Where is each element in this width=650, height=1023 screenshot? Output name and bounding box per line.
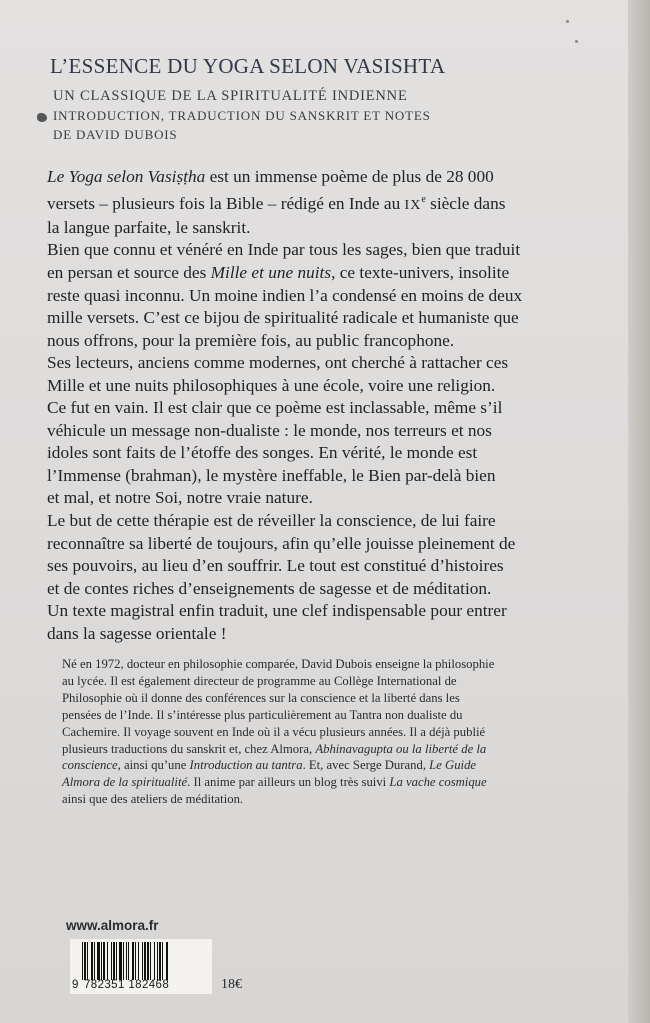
book-title: L’ESSENCE DU YOGA SELON VASISHTA xyxy=(50,54,446,78)
book-subtitle-line-3: DE DAVID DUBOIS xyxy=(53,127,178,142)
blurb-line: Un texte magistral enfin traduit, une clef indispensable pour entrer xyxy=(47,601,507,621)
blurb-line: et mal, et notre Soi, notre vraie nature. xyxy=(47,488,313,508)
blurb-text xyxy=(47,166,607,645)
bio-line: conscience, ainsi qu’une Introduction au tantra. Et, avec Serge Durand, Le Guide xyxy=(62,758,477,773)
speck xyxy=(575,40,578,43)
blurb-line: Ce fut en vain. Il est clair que ce poème est inclassable, même s’il xyxy=(47,398,503,418)
blurb-line: Le Yoga selon Vasiṣṭha est un immense poème de plus de 28 000 xyxy=(47,167,494,186)
bio-line: au lycée. Il est également directeur de programme au Collège International de xyxy=(62,673,457,688)
blurb-line: et de contes riches d’enseignements de sagesse et de méditation. xyxy=(47,578,492,598)
barcode-bars xyxy=(82,942,204,980)
blurb-line: dans la sagesse orientale ! xyxy=(47,623,227,643)
bio-line: ainsi que des ateliers de méditation. xyxy=(62,792,244,807)
bio-line: Cachemire. Il voyage souvent en Inde où il a vécu plusieurs années. Il a déjà publié xyxy=(62,724,486,739)
blurb-line: la langue parfaite, le sanskrit. xyxy=(47,217,251,237)
blurb-line: idoles sont faits de l’étoffe des songes. En vérité, le monde est xyxy=(47,443,478,463)
blurb-line: reconnaître sa liberté de toujours, afin qu’elle jouisse pleinement de xyxy=(47,533,516,553)
blurb-line: en persan et source des Mille et une nuits, ce texte-univers, insolite xyxy=(47,262,510,282)
blurb-line: Bien que connu et vénéré en Inde par tous les sages, bien que traduit xyxy=(47,240,521,260)
book-subtitle-line-2: INTRODUCTION, TRADUCTION DU SANSKRIT ET NOTES xyxy=(53,108,431,123)
book-subtitle-line-1: UN CLASSIQUE DE LA SPIRITUALITÉ INDIENNE xyxy=(53,88,408,104)
isbn-digits: 782351 182468 xyxy=(84,979,170,991)
blurb-line: mille versets. C’est ce bijou de spiritualité radicale et humaniste que xyxy=(47,308,519,328)
bio-line: Almora de la spiritualité. Il anime par ailleurs un blog très suivi La vache cosmique xyxy=(62,775,487,790)
blurb-line: versets – plusieurs fois la Bible – rédigé en Inde au IXe siècle dans xyxy=(47,193,506,213)
blurb-line: Le but de cette thérapie est de réveiller la conscience, de lui faire xyxy=(47,510,496,530)
blurb-line: reste quasi inconnu. Un moine indien l’a condensé en moins de deux xyxy=(47,285,523,305)
bio-line: plusieurs traductions du sanskrit et, chez Almora, Abhinavagupta ou la liberté de la xyxy=(62,741,487,756)
bio-line: pensées de l’Inde. Il s’intéresse plus particulièrement au Tantra non dualiste du xyxy=(62,707,463,722)
blurb-line: Ses lecteurs, anciens comme modernes, ont cherché à rattacher ces xyxy=(47,353,509,373)
isbn-first-digit: 9 xyxy=(72,979,79,991)
blurb-line: ses pouvoirs, au lieu d’en souffrir. Le tout est constitué d’histoires xyxy=(47,556,504,576)
price: 18€ xyxy=(221,977,242,992)
bio-line: Philosophie où il donne des conférences sur la conscience et la liberté dans les xyxy=(62,690,460,705)
blurb-line: véhicule un message non-dualiste : le monde, nos terreurs et nos xyxy=(47,420,492,440)
book-spine-edge xyxy=(628,0,650,1023)
bio-line: Né en 1972, docteur en philosophie comparée, David Dubois enseigne la philosophie xyxy=(62,657,495,671)
blurb-line: Mille et une nuits philosophiques à une école, voire une religion. xyxy=(47,375,496,395)
speck xyxy=(566,20,569,23)
author-bio xyxy=(62,656,622,808)
blurb-line: l’Immense (brahman), le mystère ineffable, le Bien par-delà bien xyxy=(47,465,496,485)
isbn-barcode xyxy=(70,939,212,994)
publisher-website: www.almora.fr xyxy=(66,918,159,933)
ink-blot xyxy=(37,113,47,122)
blurb-line: nous offrons, pour la première fois, au public francophone. xyxy=(47,330,455,350)
